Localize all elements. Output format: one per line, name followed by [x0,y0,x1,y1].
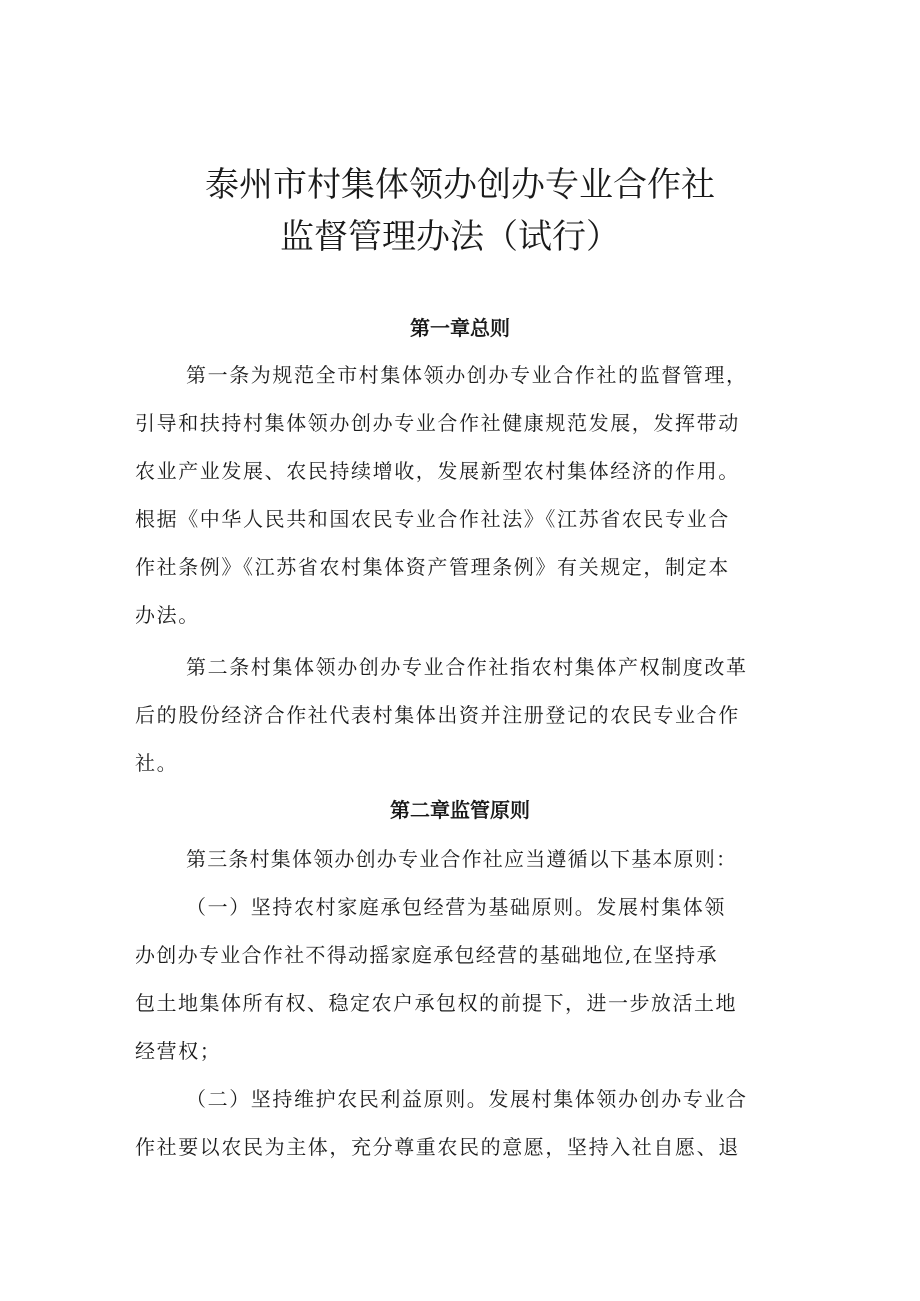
article-2-line-2: 后的股份经济合作社代表村集体出资并注册登记的农民专业合作 [135,703,740,727]
chapter-heading-2: 第二章监管原则 [390,798,530,822]
clause-2-line-1: （二）坚持维护农民利益原则。发展村集体领办创办专业合 [186,1087,748,1111]
article-1-line-4: 根据《中华人民共和国农民专业合作社法》《江苏省农民专业合 [135,507,730,531]
article-1-line-6: 办法。 [135,603,200,627]
article-1-line-2: 引导和扶持村集体领办创办专业合作社健康规范发展，发挥带动 [135,411,740,435]
article-2-line-3: 社。 [135,751,179,775]
article-3-line-1: 第三条村集体领办创办专业合作社应当遵循以下基本原则： [186,847,738,871]
article-2-line-1: 第二条村集体领办创办专业合作社指农村集体产权制度改革 [186,655,748,679]
article-1-line-3: 农业产业发展、农民持续增收，发展新型农村集体经济的作用。 [135,459,740,483]
document-title-line-2: 监督管理办法（试行） [280,217,620,257]
chapter-heading-1: 第一章总则 [410,316,510,340]
document-title-line-1: 泰州市村集体领办创办专业合作社 [205,165,715,205]
clause-2-line-2: 作社要以农民为主体，充分尊重农民的意愿，坚持入社自愿、退 [135,1135,740,1159]
clause-1-line-2: 办创办专业合作社不得动摇家庭承包经营的基础地位,在坚持承 [135,943,718,967]
article-1-line-5: 作社条例》《江苏省农村集体资产管理条例》有关规定，制定本 [135,555,730,579]
clause-1-line-3: 包土地集体所有权、稳定农户承包权的前提下，进一步放活土地 [135,991,737,1015]
article-1-line-1: 第一条为规范全市村集体领办创办专业合作社的监督管理， [186,363,748,387]
clause-1-line-4: 经营权； [135,1039,222,1063]
clause-1-line-1: （一）坚持农村家庭承包经营为基础原则。发展村集体领 [186,895,726,919]
